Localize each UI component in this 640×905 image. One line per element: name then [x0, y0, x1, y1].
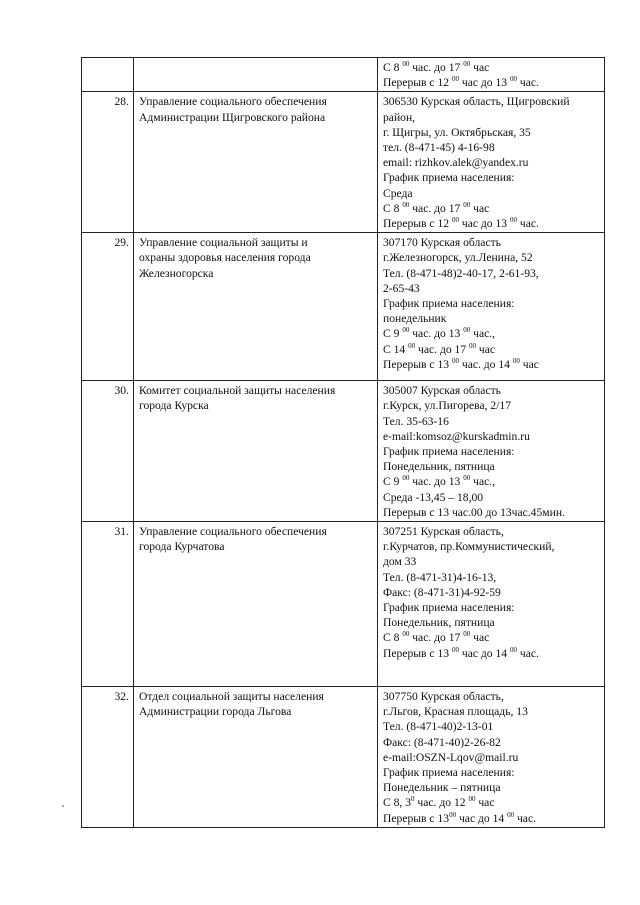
contact-info-line	[383, 459, 600, 474]
contact-schedule-cell	[378, 233, 605, 381]
contact-info-line	[383, 490, 600, 505]
contact-info-text: г.Железногорск, ул.Ленина, 52	[383, 251, 533, 265]
time-minutes-superscript: 00	[402, 326, 410, 335]
contact-info-text: тел. (8-471-45) 4-16-98	[383, 141, 495, 155]
contact-info-text: 305007 Курская область	[383, 384, 501, 398]
contact-info-text: г.Курчатов, пр.Коммунистический,	[383, 540, 555, 554]
contact-info-text: График приема населения:	[383, 297, 515, 311]
contact-schedule-cell	[378, 92, 605, 233]
contact-info-text: час до 14	[456, 811, 508, 825]
contact-schedule-cell	[378, 687, 605, 828]
time-minutes-superscript: 00	[402, 60, 410, 68]
organization-name-line: Железногорска	[139, 266, 214, 280]
contact-info-line	[383, 75, 600, 90]
time-minutes-superscript: 00	[512, 356, 520, 365]
organization-cell	[134, 522, 378, 687]
time-minutes-superscript: 00	[509, 645, 517, 654]
contact-info-text: e-mail:OSZN-Lqov@mail.ru	[383, 750, 519, 764]
table-row	[82, 381, 605, 522]
contact-info-text: С 9	[383, 327, 403, 341]
time-minutes-superscript: 00	[451, 216, 459, 225]
contact-info-line	[383, 750, 600, 765]
social-services-table	[81, 57, 605, 828]
organization-name-line: города Курска	[139, 399, 209, 413]
organization-name-line: Управление социального обеспечения	[139, 525, 327, 539]
contact-info-text: Понедельник, пятница	[383, 460, 495, 474]
contact-info-line	[383, 170, 600, 185]
contact-info-text: г.Курск, ул.Пигорева, 2/17	[383, 399, 512, 413]
contact-info-line	[383, 429, 600, 444]
contact-info-text: час	[519, 357, 539, 371]
contact-info-text: час. до 14	[458, 357, 513, 371]
organization-cell	[134, 233, 378, 381]
contact-info-text: С 9	[383, 475, 403, 489]
time-minutes-superscript: 00	[449, 810, 457, 819]
contact-info-text: Перерыв с 13	[383, 357, 452, 371]
time-minutes-superscript: 00	[509, 75, 517, 84]
organization-name-line: Администрации города Льгова	[139, 705, 292, 719]
contact-info-text: С 8	[383, 631, 403, 645]
contact-info-text: Среда -13,45 – 18,00	[383, 490, 484, 504]
contact-info-line	[383, 110, 600, 125]
contact-info-line	[383, 524, 600, 539]
contact-info-line	[383, 444, 600, 459]
contact-info-text: С 8	[383, 61, 403, 74]
contact-info-line	[383, 94, 600, 109]
contact-info-text: График приема населения:	[383, 766, 515, 780]
contact-info-text: час.,	[470, 475, 496, 489]
contact-info-text: Факс: (8-471-40)2-26-82	[383, 735, 501, 749]
contact-info-line	[383, 689, 600, 704]
row-number: 30.	[82, 381, 134, 522]
contact-info-text: час. до 17	[409, 61, 464, 74]
contact-info-text: 306530 Курская область, Щигровский	[383, 95, 570, 109]
row-number	[82, 58, 134, 92]
contact-info-text: Понедельник – пятница	[383, 781, 501, 795]
contact-schedule-cell	[378, 58, 605, 92]
contact-info-line	[383, 780, 600, 795]
contact-info-text: час. до 13	[409, 327, 464, 341]
organization-name-line: Комитет социальной защиты населения	[139, 384, 336, 398]
contact-info-text: Перерыв с 13 час.00 до 13час.45мин.	[383, 505, 565, 519]
contact-info-line	[383, 646, 600, 661]
time-minutes-superscript: 00	[507, 810, 515, 819]
contact-info-line	[383, 235, 600, 250]
contact-info-text: час. до 17	[409, 201, 464, 215]
contact-info-text: 307170 Курская область	[383, 236, 501, 250]
contact-info-text: час. до 17	[409, 631, 464, 645]
contact-info-line	[383, 342, 600, 357]
time-minutes-superscript: 00	[463, 474, 471, 483]
contact-info-line	[383, 811, 600, 826]
contact-info-text: С 8, 3	[383, 796, 412, 810]
organization-cell	[134, 92, 378, 233]
time-minutes-superscript: 00	[408, 341, 416, 350]
contact-info-text: e-mail:komsoz@kurskadmin.ru	[383, 429, 530, 443]
contact-info-text: Тел. (8-471-40)2-13-01	[383, 720, 494, 734]
contact-info-line	[383, 201, 600, 216]
time-minutes-superscript: 00	[463, 60, 471, 68]
contact-info-text: С 14	[383, 342, 409, 356]
contact-info-text: район,	[383, 110, 416, 124]
contact-info-line	[383, 281, 600, 296]
contact-info-text: дом 33	[383, 555, 417, 569]
contact-info-text: понедельник	[383, 312, 447, 326]
organization-name-line: Управление социальной защиты и	[139, 236, 308, 250]
contact-info-line	[383, 357, 600, 372]
organization-name-line: города Курчатова	[139, 540, 225, 554]
row-number: 31.	[82, 522, 134, 687]
table-row	[82, 687, 605, 828]
contact-info-line	[383, 765, 600, 780]
contact-info-text: час до 14	[458, 646, 510, 660]
organization-name-line: охраны здоровья населения города	[139, 251, 311, 265]
contact-info-text: Понедельник, пятница	[383, 616, 495, 630]
contact-info-text: График приема населения:	[383, 601, 515, 615]
contact-info-text: График приема населения:	[383, 445, 515, 459]
contact-info-text: час.	[516, 217, 539, 231]
contact-info-text: час. до 17	[415, 342, 470, 356]
contact-info-text: час	[470, 61, 490, 74]
contact-info-line	[383, 704, 600, 719]
contact-info-text: Тел. (8-471-48)2-40-17, 2-61-93,	[383, 266, 539, 280]
scan-speck	[62, 805, 64, 807]
contact-info-line	[383, 250, 600, 265]
contact-info-line	[383, 570, 600, 585]
organization-name-line: Администрации Щигровского района	[139, 110, 326, 124]
contact-info-text: Факс: (8-471-31)4-92-59	[383, 585, 501, 599]
time-minutes-superscript: 0	[411, 795, 415, 804]
contact-info-line	[383, 383, 600, 398]
contact-info-text: 307251 Курская область,	[383, 525, 504, 539]
time-minutes-superscript: 00	[451, 356, 459, 365]
contact-info-text: Перерыв с 12	[383, 217, 452, 231]
time-minutes-superscript: 00	[463, 630, 471, 639]
contact-info-text: час	[470, 201, 490, 215]
contact-info-line	[383, 186, 600, 201]
contact-info-text: час.	[516, 76, 539, 90]
contact-info-line	[383, 60, 600, 75]
contact-info-line	[383, 554, 600, 569]
contact-info-text: Перерыв с 13	[383, 811, 450, 825]
contact-info-line	[383, 505, 600, 520]
contact-info-line	[383, 795, 600, 810]
contact-info-line	[383, 216, 600, 231]
time-minutes-superscript: 00	[451, 75, 459, 84]
organization-name-line: Отдел социальной защиты населения	[139, 690, 324, 704]
table-row	[82, 92, 605, 233]
contact-info-line	[383, 140, 600, 155]
time-minutes-superscript: 00	[463, 326, 471, 335]
contact-info-line	[383, 296, 600, 311]
contact-info-text: Среда	[383, 186, 413, 200]
contact-info-line	[383, 155, 600, 170]
time-minutes-superscript: 00	[468, 795, 476, 804]
table-row	[82, 522, 605, 687]
time-minutes-superscript: 00	[451, 645, 459, 654]
contact-info-text: час	[476, 342, 496, 356]
time-minutes-superscript: 00	[402, 200, 410, 209]
contact-info-line	[383, 326, 600, 341]
contact-info-text: час.,	[470, 327, 496, 341]
contact-info-line	[383, 398, 600, 413]
contact-info-line	[383, 735, 600, 750]
organization-cell	[134, 687, 378, 828]
contact-schedule-cell	[378, 381, 605, 522]
contact-info-text: г. Щигры, ул. Октябрьская, 35	[383, 125, 531, 139]
contact-info-text: Тел. 35-63-16	[383, 414, 449, 428]
contact-info-text: Перерыв с 12	[383, 76, 452, 90]
contact-info-line	[383, 414, 600, 429]
time-minutes-superscript: 00	[509, 216, 517, 225]
contact-info-text: час.	[516, 646, 539, 660]
contact-info-line	[383, 266, 600, 281]
contact-info-text: Перерыв с 13	[383, 646, 452, 660]
contact-info-line	[383, 615, 600, 630]
contact-info-text: График приема населения:	[383, 171, 515, 185]
time-minutes-superscript: 00	[463, 200, 471, 209]
organization-cell	[134, 58, 378, 92]
contact-info-line	[383, 125, 600, 140]
organization-name-line: Управление социального обеспечения	[139, 95, 327, 109]
row-number: 28.	[82, 92, 134, 233]
contact-info-text: г.Льгов, Красная площадь, 13	[383, 705, 528, 719]
contact-info-text: 2-65-43	[383, 281, 420, 295]
contact-info-text: час. до 12	[414, 796, 469, 810]
organization-cell	[134, 381, 378, 522]
contact-info-line	[383, 600, 600, 615]
time-minutes-superscript: 00	[402, 630, 410, 639]
contact-info-text: час. до 13	[409, 475, 464, 489]
contact-info-text: час до 13	[458, 76, 510, 90]
row-number: 29.	[82, 233, 134, 381]
contact-info-text: час до 13	[458, 217, 510, 231]
contact-schedule-cell	[378, 522, 605, 687]
table-row	[82, 58, 605, 92]
contact-info-line	[383, 585, 600, 600]
row-number: 32.	[82, 687, 134, 828]
contact-info-text: Тел. (8-471-31)4-16-13,	[383, 570, 497, 584]
contact-info-line	[383, 630, 600, 645]
time-minutes-superscript: 00	[402, 474, 410, 483]
contact-info-line	[383, 539, 600, 554]
contact-info-text: С 8	[383, 201, 403, 215]
contact-info-text: email: rizhkov.alek@yandex.ru	[383, 156, 529, 170]
contact-info-line	[383, 311, 600, 326]
contact-info-line	[383, 474, 600, 489]
contact-info-line	[383, 719, 600, 734]
contact-info-text: час.	[514, 811, 536, 825]
time-minutes-superscript: 00	[469, 341, 477, 350]
contact-info-text: час	[470, 631, 490, 645]
contact-info-text: час	[475, 796, 495, 810]
contact-info-text: 307750 Курская область,	[383, 690, 504, 704]
table-body	[82, 58, 605, 828]
table-row	[82, 233, 605, 381]
